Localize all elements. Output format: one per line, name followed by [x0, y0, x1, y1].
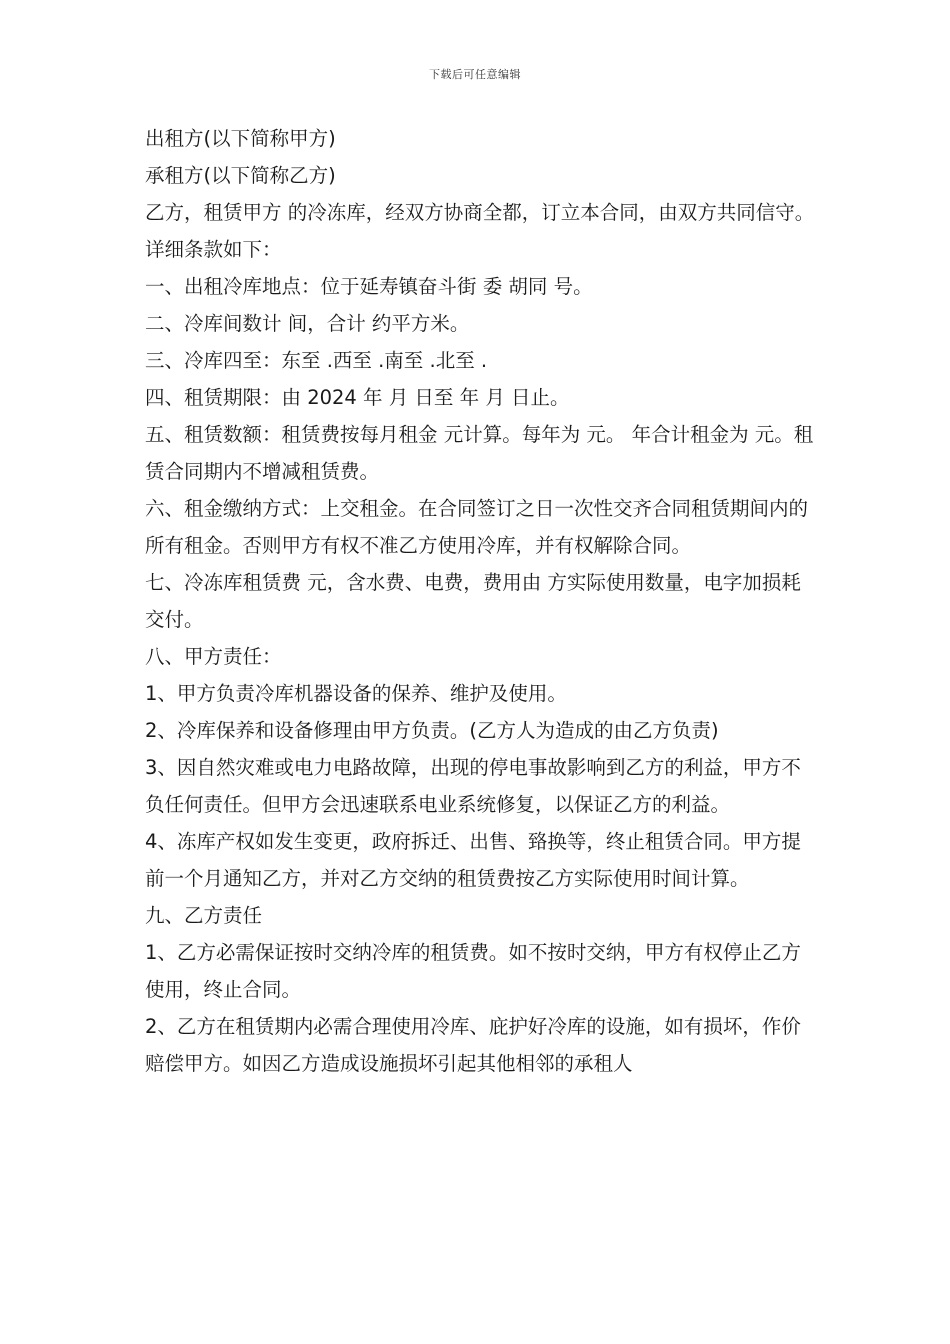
lessor-duty-2: 2、冷库保养和设备修理由甲方负责。(乙方人为造成的由乙方负责)	[145, 719, 719, 742]
clause-fees: 七、冷冻库租赁费 元，含水费、电费，费用由 方实际使用数量，电字加损耗交付。	[145, 571, 801, 631]
section-lessee-duties: 九、乙方责任	[145, 904, 263, 927]
lessor-duty-1: 1、甲方负责冷库机器设备的保养、维护及使用。	[145, 682, 567, 705]
section-lessor-duties: 八、甲方责任：	[145, 645, 282, 668]
clause-location: 一、出租冷库地点：位于延寿镇奋斗街 委 胡同 号。	[145, 275, 593, 298]
clause-term: 四、租赁期限：由 2024 年 月 日至 年 月 日止。	[145, 386, 570, 409]
lessor-duty-4: 4、冻库产权如发生变更，政府拆迁、出售、臵换等，终止租赁合同。甲方提前一个月通知乙方，并对乙方交纳的租赁费按乙方实际使用时间计算。	[145, 830, 801, 890]
clause-payment: 六、租金缴纳方式：上交租金。在合同签订之日一次性交齐合同租赁期间内的所有租金。否则甲方有权不准乙方使用冷库，并有权解除合同。	[145, 497, 809, 557]
document-body	[145, 120, 815, 1082]
clause-boundaries: 三、冷库四至：东至 .西至 .南至 .北至 .	[145, 349, 488, 372]
paragraph-preamble: 乙方，租赁甲方 的冷冻库，经双方协商全都，订立本合同，由双方共同信守。详细条款如下：	[145, 201, 815, 261]
lessee-duty-1: 1、乙方必需保证按时交纳冷库的租赁费。如不按时交纳，甲方有权停止乙方使用，终止合同。	[145, 941, 801, 1001]
lessee-duty-2: 2、乙方在租赁期内必需合理使用冷库、庇护好冷库的设施，如有损坏，作价赔偿甲方。如因乙方造成设施损坏引起其他相邻的承租人	[145, 1015, 801, 1075]
paragraph-lessor: 出租方(以下简称甲方)	[145, 127, 336, 150]
clause-room-count: 二、冷库间数计 间，合计 约平方米。	[145, 312, 470, 335]
page-header: 下载后可任意编辑	[429, 68, 521, 81]
lessor-duty-3: 3、因自然灾难或电力电路故障，出现的停电事故影响到乙方的利益，甲方不负任何责任。但甲方会迅速联系电业系统修复，以保证乙方的利益。	[145, 756, 801, 816]
paragraph-lessee: 承租方(以下简称乙方)	[145, 164, 336, 187]
clause-amount: 五、租赁数额：租赁费按每月租金 元计算。每年为 元。 年合计租金为 元。租赁合同期内不增减租赁费。	[145, 423, 814, 483]
